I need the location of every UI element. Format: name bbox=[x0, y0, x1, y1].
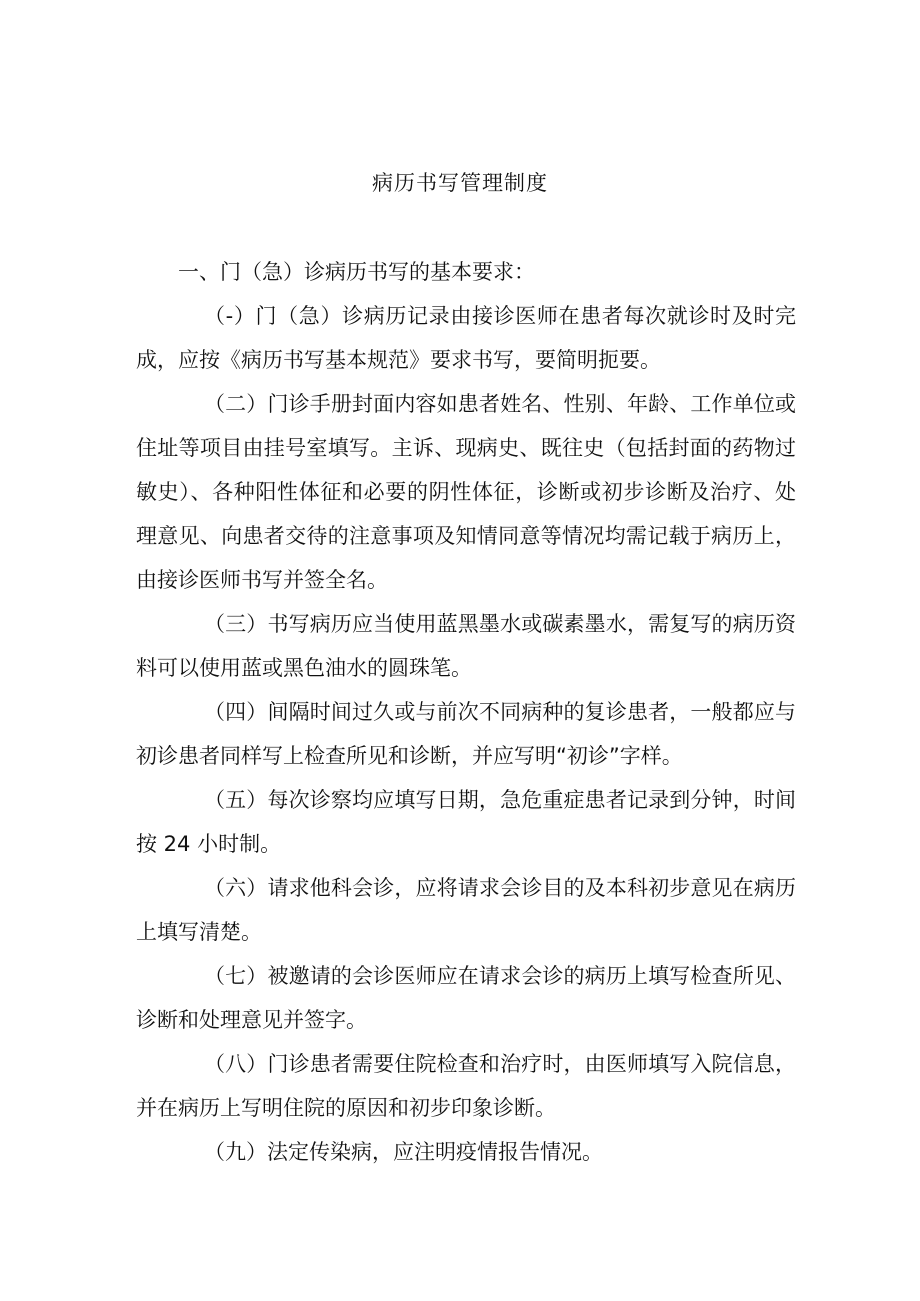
paragraph-8: （八）门诊患者需要住院检查和治疗时，由医师填写入院信息，并在病历上写明住院的原因和初步印象诊断。 bbox=[136, 1052, 796, 1120]
paragraph-1: （-）门（急）诊病历记录由接诊医师在患者每次就诊时及时完成，应按《病历书写基本规范》要求书写，要简明扼要。 bbox=[136, 304, 796, 372]
section-heading: 一、门（急）诊病历书写的基本要求： bbox=[178, 260, 535, 284]
paragraph-3: （三）书写病历应当使用蓝黑墨水或碳素墨水，需复写的病历资料可以使用蓝或黑色油水的圆珠笔。 bbox=[136, 612, 796, 680]
paragraph-6: （六）请求他科会诊，应将请求会诊目的及本科初步意见在病历上填写清楚。 bbox=[136, 876, 796, 944]
paragraph-5: （五）每次诊察均应填写日期，急危重症患者记录到分钟，时间按 24 小时制。 bbox=[136, 788, 796, 856]
paragraph-7: （七）被邀请的会诊医师应在请求会诊的病历上填写检查所见、诊断和处理意见并签字。 bbox=[136, 964, 796, 1032]
document-body bbox=[136, 250, 796, 1174]
paragraph-4: （四）间隔时间过久或与前次不同病种的复诊患者，一般都应与初诊患者同样写上检查所见和诊断，并应写明“初诊”字样。 bbox=[136, 700, 796, 768]
document-title: 病历书写管理制度 bbox=[372, 171, 548, 195]
paragraph-2: （二）门诊手册封面内容如患者姓名、性别、年龄、工作单位或住址等项目由挂号室填写。主诉、现病史、既往史（包括封面的药物过敏史）、各种阳性体征和必要的阴性体征，诊断或初步诊断及治疗、处理意见、向患者交待的注意事项及知情同意等情况均需记载于病历上，由接诊医师书写并签全名。 bbox=[136, 392, 796, 592]
paragraph-9: （九）法定传染病，应注明疫情报告情况。 bbox=[204, 1140, 603, 1164]
